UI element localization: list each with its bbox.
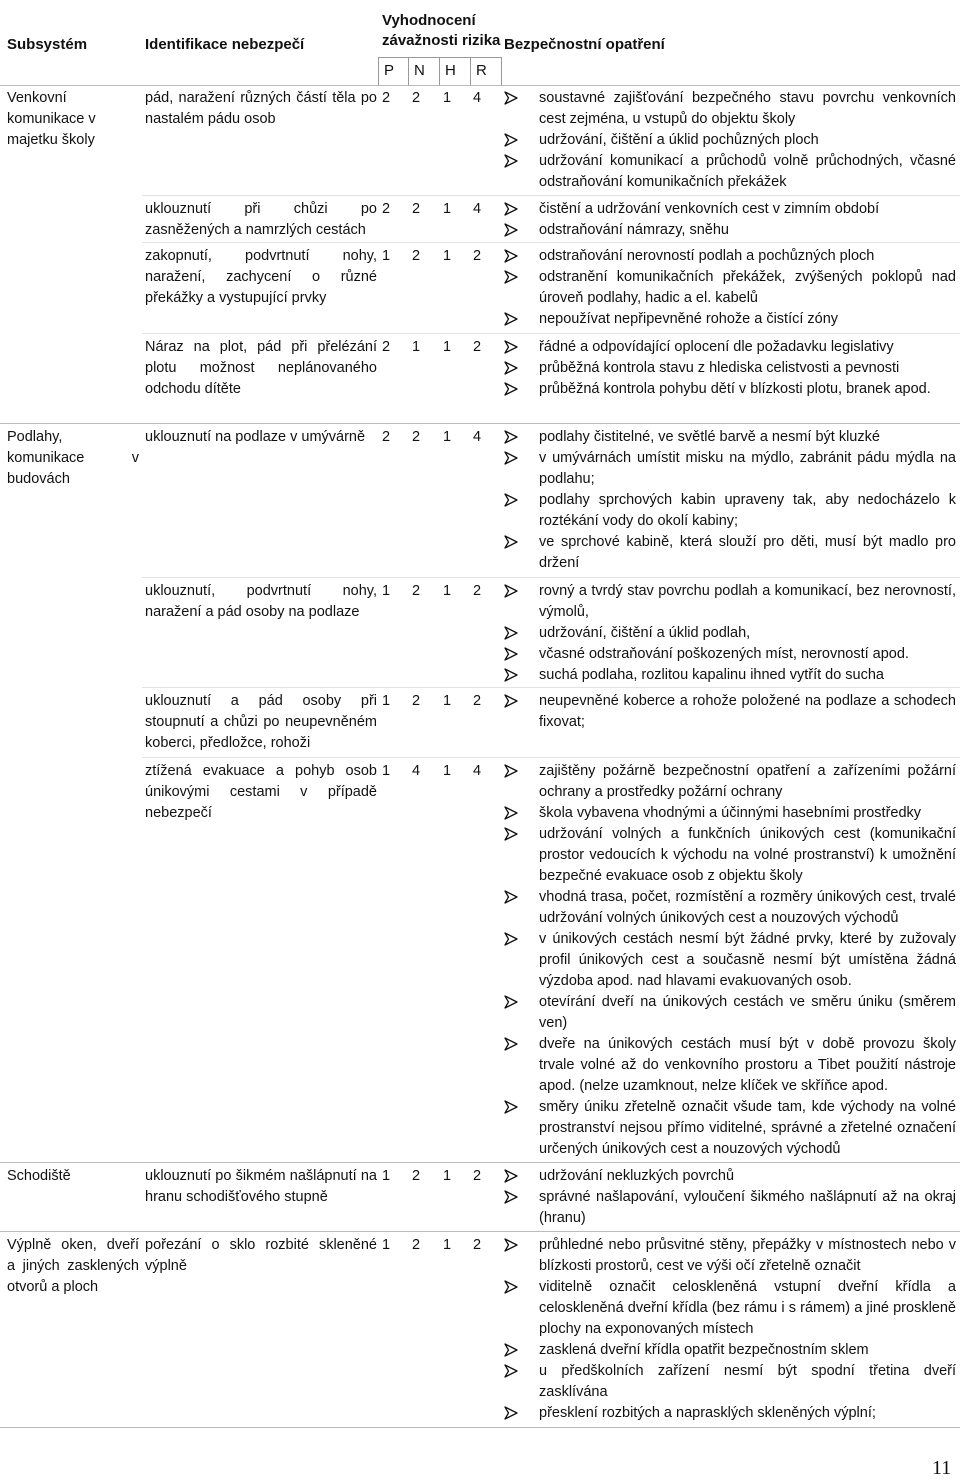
measure-item — [504, 929, 956, 992]
arrow-bullet-icon — [504, 535, 518, 549]
arrow-bullet-icon — [504, 827, 518, 841]
arrow-bullet-icon — [504, 932, 518, 946]
measure-item — [504, 448, 956, 490]
measure-text: podlahy čistitelné, ve světlé barvě a nesmí být kluzké — [539, 429, 880, 445]
arrow-bullet-icon — [504, 1343, 518, 1357]
arrow-bullet-icon — [504, 1406, 518, 1420]
measure-item — [504, 532, 956, 574]
row-r: 2 — [473, 248, 482, 264]
measure-text: přesklení rozbitých a naprasklých skleněných výplní; — [539, 1405, 876, 1421]
measure-text: viditelně označit celoskleněná vstupní dveřní křídla a celoskleněná dveřní křídla (bez rámu i s rámem) a jiné proskleně plochy na exponovaných místech — [539, 1279, 956, 1337]
measure-item — [504, 1166, 956, 1187]
row-n: 2 — [412, 583, 421, 599]
row-r: 2 — [473, 583, 482, 599]
row-h: 1 — [443, 248, 452, 264]
row-subsystem: Schodiště — [7, 1168, 71, 1184]
measure-text: udržování nekluzkých povrchů — [539, 1168, 735, 1184]
header-identification: Identifikace nebezpečí — [145, 36, 305, 53]
measure-text: odstraňování nerovností podlah a pochůzných ploch — [539, 248, 875, 264]
row-hazard: uklouznutí na podlaze v umývárně — [145, 429, 366, 445]
arrow-bullet-icon — [504, 133, 518, 147]
arrow-bullet-icon — [504, 806, 518, 820]
measure-text: rovný a tvrdý stav povrchu podlah a komunikací, bez nerovností, výmolů, — [539, 583, 956, 620]
measure-text: suchá podlaha, rozlitou kapalinu ihned vytřít do sucha — [539, 667, 884, 683]
measure-text: udržování volných a funkčních únikových cest (komunikační prostor vedoucích k východu na volné prostranství) k umožnění bezpečné evakuace osob z objektu školy — [539, 826, 956, 884]
arrow-bullet-icon — [504, 626, 518, 640]
row-n: 1 — [412, 339, 421, 355]
measure-item — [504, 581, 956, 623]
row-r: 2 — [473, 339, 482, 355]
row-divider — [142, 242, 960, 243]
measure-text: odstraňování námrazy, sněhu — [539, 222, 729, 238]
measure-text: průběžná kontrola stavu z hlediska celistvosti a pevnosti — [539, 360, 900, 376]
arrow-bullet-icon — [504, 361, 518, 375]
row-measures — [504, 761, 956, 1160]
measure-item — [504, 1034, 956, 1097]
measure-item — [504, 309, 956, 330]
measure-item — [504, 1235, 956, 1277]
row-h: 1 — [443, 1237, 452, 1253]
measure-text: čistění a udržování venkovních cest v zimním období — [539, 201, 880, 217]
row-measures — [504, 337, 956, 400]
row-divider — [142, 577, 960, 578]
row-hazard: uklouznutí, podvrtnutí nohy, naražení a pád osoby na podlaze — [145, 583, 377, 620]
measure-item — [504, 199, 956, 220]
header-measures: Bezpečnostní opatření — [504, 36, 665, 53]
row-h: 1 — [443, 763, 452, 779]
row-p: 1 — [382, 248, 391, 264]
measure-text: v umývárnách umístit misku na mýdlo, zabránit pádu mýdla na podlahu; — [539, 450, 956, 487]
row-hazard: ztížená evakuace a pohyb osob únikovými cestami v případě nebezpečí — [145, 763, 377, 821]
header-subsystem: Subsystém — [7, 36, 88, 53]
arrow-bullet-icon — [504, 1280, 518, 1294]
measure-item — [504, 379, 956, 400]
row-h: 1 — [443, 1168, 452, 1184]
measure-item — [504, 151, 956, 193]
arrow-bullet-icon — [504, 340, 518, 354]
row-r: 2 — [473, 1237, 482, 1253]
measure-item — [504, 1340, 956, 1361]
measure-text: dveře na únikových cestách musí být v době provozu školy trvale volné až do venkovního prostoru a Tibet použití nástroje apod. (nelze uzamknout, nelze klíček ve skříňce apod. — [539, 1036, 956, 1094]
arrow-bullet-icon — [504, 1238, 518, 1252]
row-hazard: uklouznutí po šikmém našlápnutí na hranu schodišťového stupně — [145, 1168, 377, 1205]
row-p: 1 — [382, 1168, 391, 1184]
header-pnhr — [378, 57, 502, 85]
row-measures — [504, 1235, 956, 1424]
row-hazard: pořezání o sklo rozbité skleněné výplně — [145, 1237, 377, 1274]
row-measures — [504, 199, 956, 241]
arrow-bullet-icon — [504, 91, 518, 105]
row-n: 2 — [412, 201, 421, 217]
measure-item — [504, 1277, 956, 1340]
measure-text: odstranění komunikačních překážek, zvýšených poklopů nad úroveň podlahy, hadic a el. kabelů — [539, 269, 956, 306]
row-measures — [504, 88, 956, 193]
arrow-bullet-icon — [504, 270, 518, 284]
measure-text: včasné odstraňování poškozených míst, nerovností apod. — [539, 646, 909, 662]
measure-item — [504, 337, 956, 358]
arrow-bullet-icon — [504, 647, 518, 661]
arrow-bullet-icon — [504, 1364, 518, 1378]
arrow-bullet-icon — [504, 493, 518, 507]
measure-text: neupevněné koberce a rohože položené na podlaze a schodech fixovat; — [539, 693, 956, 730]
measure-item — [504, 644, 956, 665]
row-h: 1 — [443, 583, 452, 599]
row-subsystem: Podlahy, komunikace v budovách — [7, 429, 139, 487]
row-n: 2 — [412, 693, 421, 709]
page-number: 11 — [932, 1457, 952, 1479]
row-h: 1 — [443, 201, 452, 217]
row-r: 2 — [473, 693, 482, 709]
measure-text: zasklená dveřní křídla opatřit bezpečnostním sklem — [539, 1342, 869, 1358]
arrow-bullet-icon — [504, 249, 518, 263]
row-r: 4 — [473, 90, 482, 106]
measure-text: škola vybavena vhodnými a účinnými hasebními prostředky — [539, 805, 922, 821]
arrow-bullet-icon — [504, 451, 518, 465]
arrow-bullet-icon — [504, 312, 518, 326]
row-subsystem: Výplně oken, dveří a jiných zasklených otvorů a ploch — [7, 1237, 139, 1295]
row-p: 1 — [382, 763, 391, 779]
measure-item — [504, 1403, 956, 1424]
measure-item — [504, 490, 956, 532]
row-divider — [142, 333, 960, 334]
arrow-bullet-icon — [504, 223, 518, 237]
arrow-bullet-icon — [504, 430, 518, 444]
table-bottom-line — [0, 1427, 960, 1428]
row-n: 2 — [412, 248, 421, 264]
measure-item — [504, 803, 956, 824]
measure-text: soustavné zajišťování bezpečného stavu povrchu venkovních cest zejména, u vstupů do objektu školy — [539, 90, 956, 127]
header-divider — [0, 85, 960, 86]
row-hazard: uklouznutí při chůzi po zasněžených a namrzlých cestách — [145, 201, 377, 238]
measure-text: směry úniku zřetelně označit všude tam, kde východy na volné prostranství nejsou přímo viditelné, správné a zřetelné označení určených únikových cest a nouzových východů — [539, 1099, 956, 1157]
arrow-bullet-icon — [504, 694, 518, 708]
row-measures — [504, 691, 956, 733]
arrow-bullet-icon — [504, 202, 518, 216]
row-subsystem: Venkovní komunikace v majetku školy — [7, 90, 96, 148]
measure-text: nepoužívat nepřipevněné rohože a čistící zóny — [539, 311, 839, 327]
header-evaluation-line1: Vyhodnocení — [382, 12, 476, 29]
row-measures — [504, 1166, 956, 1229]
measure-item — [504, 665, 956, 686]
row-p: 1 — [382, 693, 391, 709]
measure-item — [504, 1361, 956, 1403]
measure-text: řádné a odpovídající oplocení dle požadavku legislativy — [539, 339, 894, 355]
measure-text: podlahy sprchových kabin upraveny tak, aby nedocházelo k roztékání vody do okolí kabiny; — [539, 492, 956, 529]
measure-item — [504, 761, 956, 803]
row-measures — [504, 581, 956, 686]
row-n: 2 — [412, 1168, 421, 1184]
row-n: 2 — [412, 1237, 421, 1253]
measure-item — [504, 887, 956, 929]
header-n: N — [409, 57, 440, 85]
arrow-bullet-icon — [504, 154, 518, 168]
measure-text: průběžná kontrola pohybu dětí v blízkosti plotu, branek apod. — [539, 381, 931, 397]
row-p: 1 — [382, 1237, 391, 1253]
measure-item — [504, 824, 956, 887]
row-h: 1 — [443, 90, 452, 106]
arrow-bullet-icon — [504, 382, 518, 396]
row-divider — [142, 195, 960, 196]
row-divider — [142, 757, 960, 758]
arrow-bullet-icon — [504, 995, 518, 1009]
row-hazard: uklouznutí a pád osoby při stoupnutí a chůzi po neupevněném koberci, předložce, rohoži — [145, 693, 377, 751]
row-p: 1 — [382, 583, 391, 599]
measure-text: vhodná trasa, počet, rozmístění a rozměry únikových cest, trvalé udržování volných únikových cest a nouzových východů — [539, 889, 956, 926]
row-divider — [142, 687, 960, 688]
row-h: 1 — [443, 339, 452, 355]
arrow-bullet-icon — [504, 890, 518, 904]
header-r: R — [471, 57, 502, 85]
header-evaluation-line2: závažnosti rizika — [382, 32, 501, 49]
arrow-bullet-icon — [504, 764, 518, 778]
header-evaluation — [382, 11, 500, 51]
measure-item — [504, 267, 956, 309]
header-p: P — [378, 57, 409, 85]
measure-text: průhledné nebo průsvitné stěny, přepážky v místnostech nebo v blízkosti prostorů, cest ve výši očí zřetelně označit — [539, 1237, 956, 1274]
row-n: 4 — [412, 763, 421, 779]
row-hazard: Náraz na plot, pád při přelézání plotu možnost neplánovaného odchodu dítěte — [145, 339, 377, 397]
measure-text: u předškolních zařízení nesmí být spodní třetina dveří zasklívána — [539, 1363, 956, 1400]
row-h: 1 — [443, 429, 452, 445]
measure-item — [504, 992, 956, 1034]
table-header — [0, 0, 960, 86]
measure-item — [504, 1097, 956, 1160]
measure-item — [504, 427, 956, 448]
arrow-bullet-icon — [504, 1037, 518, 1051]
row-h: 1 — [443, 693, 452, 709]
row-hazard: zakopnutí, podvrtnutí nohy, naražení, zachycení o různé překážky a vystupující prvky — [145, 248, 377, 306]
section-divider — [0, 1162, 960, 1163]
row-p: 2 — [382, 429, 391, 445]
row-r: 4 — [473, 429, 482, 445]
measure-text: udržování, čištění a úklid pochůzných ploch — [539, 132, 819, 148]
arrow-bullet-icon — [504, 1169, 518, 1183]
measure-text: v únikových cestách nesmí být žádné prvky, které by zužovaly profil únikových cest a současně nesmí být umístěna žádná výzdoba apod. nad hlavami evakuovaných osob. — [539, 931, 956, 989]
measure-item — [504, 246, 956, 267]
measure-text: zajištěny požárně bezpečnostní opatření a zařízeními požární ochrany a prostředky požární ochrany — [539, 763, 956, 800]
measure-text: otevírání dveří na únikových cestách ve směru úniku (směrem ven) — [539, 994, 956, 1031]
measure-item — [504, 130, 956, 151]
section-divider — [0, 423, 960, 424]
measure-item — [504, 691, 956, 733]
row-hazard: pád, naražení různých částí těla po nastalém pádu osob — [145, 90, 377, 127]
row-n: 2 — [412, 90, 421, 106]
measure-item — [504, 358, 956, 379]
measure-text: správné našlapování, vyloučení šikmého našlápnutí až na okraj (hranu) — [539, 1189, 956, 1226]
measure-text: udržování, čištění a úklid podlah, — [539, 625, 751, 641]
row-r: 4 — [473, 763, 482, 779]
arrow-bullet-icon — [504, 584, 518, 598]
measure-item — [504, 1187, 956, 1229]
header-h: H — [440, 57, 471, 85]
row-p: 2 — [382, 339, 391, 355]
section-divider — [0, 1231, 960, 1232]
row-r: 2 — [473, 1168, 482, 1184]
arrow-bullet-icon — [504, 1190, 518, 1204]
measure-item — [504, 88, 956, 130]
measure-item — [504, 220, 956, 241]
row-p: 2 — [382, 201, 391, 217]
row-n: 2 — [412, 429, 421, 445]
row-p: 2 — [382, 90, 391, 106]
measure-item — [504, 623, 956, 644]
arrow-bullet-icon — [504, 1100, 518, 1114]
row-measures — [504, 427, 956, 574]
row-measures — [504, 246, 956, 330]
measure-text: ve sprchové kabině, která slouží pro děti, musí být madlo pro držení — [539, 534, 956, 571]
arrow-bullet-icon — [504, 668, 518, 682]
measure-text: udržování komunikací a průchodů volně průchodných, včasné odstraňování komunikačních překážek — [539, 153, 956, 190]
row-r: 4 — [473, 201, 482, 217]
